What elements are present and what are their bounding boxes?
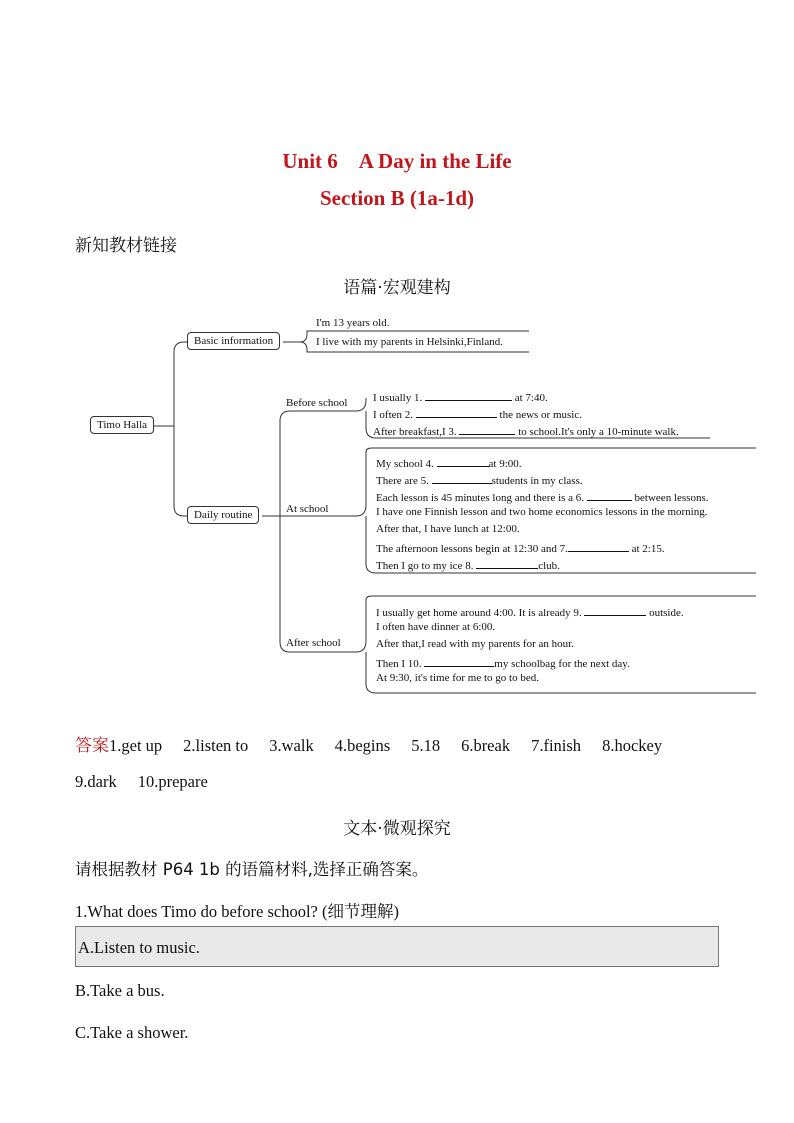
at-school-line: After that, I have lunch at 12:00. [376, 523, 520, 535]
answer-item: 7.finish [531, 736, 582, 755]
answers-row-2 [75, 772, 229, 792]
answer-item: 8.hockey [602, 736, 663, 755]
answer-item: 5.18 [411, 736, 441, 755]
answer-item: 4.begins [334, 736, 391, 755]
after-school-label: After school [286, 637, 341, 649]
answer-item: 1.get up [109, 736, 163, 755]
mindmap-daily-routine-node: Daily routine [187, 506, 259, 524]
at-school-line: My school 4. at 9:00. [376, 455, 522, 471]
before-school-line: After breakfast,I 3. to school.It's only a 10-minute walk. [373, 423, 679, 439]
at-school-line: I have one Finnish lesson and two home economics lessons in the morning. [376, 506, 708, 518]
after-school-line: At 9:30, it's time for me to go to bed. [376, 672, 539, 684]
answer-blank [587, 489, 632, 501]
answer-item: 10.prepare [137, 772, 208, 791]
before-school-label: Before school [286, 397, 348, 409]
option-b[interactable]: B.Take a bus. [75, 981, 165, 1000]
option-c[interactable]: C.Take a shower. [75, 1023, 189, 1042]
after-school-line: After that,I read with my parents for an hour. [376, 638, 574, 650]
answer-blank [425, 389, 512, 401]
answer-item: 2.listen to [183, 736, 249, 755]
page-subtitle: Section B (1a-1d) [320, 186, 474, 210]
answer-blank [437, 455, 489, 467]
at-school-line: Then I go to my ice 8. club. [376, 557, 560, 573]
answer-blank [432, 472, 492, 484]
answer-blank [568, 540, 629, 552]
at-school-line: There are 5. students in my class. [376, 472, 583, 488]
answer-item: 3.walk [269, 736, 314, 755]
answer-blank [459, 423, 515, 435]
section-heading-macro: 语篇·宏观建构 [343, 278, 451, 298]
after-school-line: I often have dinner at 6:00. [376, 621, 496, 633]
answer-blank [424, 655, 494, 667]
before-school-line: I often 2. the news or music. [373, 406, 582, 422]
question-stem: 1.What does Timo do before school? (细节理解) [75, 902, 399, 921]
answer-blank [476, 557, 538, 569]
answer-blank [584, 604, 646, 616]
answer-label: 答案 [75, 736, 109, 756]
basic-info-line: I live with my parents in Helsinki,Finland. [316, 336, 503, 348]
answer-item: 6.break [461, 736, 511, 755]
after-school-line: Then I 10. my schoolbag for the next day. [376, 655, 630, 671]
section-heading-micro: 文本·微观探究 [343, 819, 451, 839]
answers-row-1 [75, 731, 683, 756]
at-school-line: The afternoon lessons begin at 12:30 and 7. at 2:15. [376, 540, 665, 556]
instruction: 请根据教材 P64 1b 的语篇材料,选择正确答案。 [75, 860, 429, 879]
mindmap-root-node: Timo Halla [90, 416, 154, 434]
before-school-line: I usually 1. at 7:40. [373, 389, 548, 405]
mindmap-basic-info-node: Basic information [187, 332, 280, 350]
at-school-line: Each lesson is 45 minutes long and there is a 6. between lessons. [376, 489, 708, 505]
answer-blank [416, 406, 497, 418]
page-title: Unit 6 A Day in the Life [282, 149, 512, 173]
at-school-label: At school [286, 503, 329, 515]
after-school-line: I usually get home around 4:00. It is already 9. outside. [376, 604, 684, 620]
basic-info-line: I'm 13 years old. [316, 317, 390, 329]
answer-item: 9.dark [75, 772, 117, 791]
option-a[interactable]: A.Listen to music. [75, 926, 719, 967]
section-heading-link: 新知教材链接 [75, 236, 177, 256]
